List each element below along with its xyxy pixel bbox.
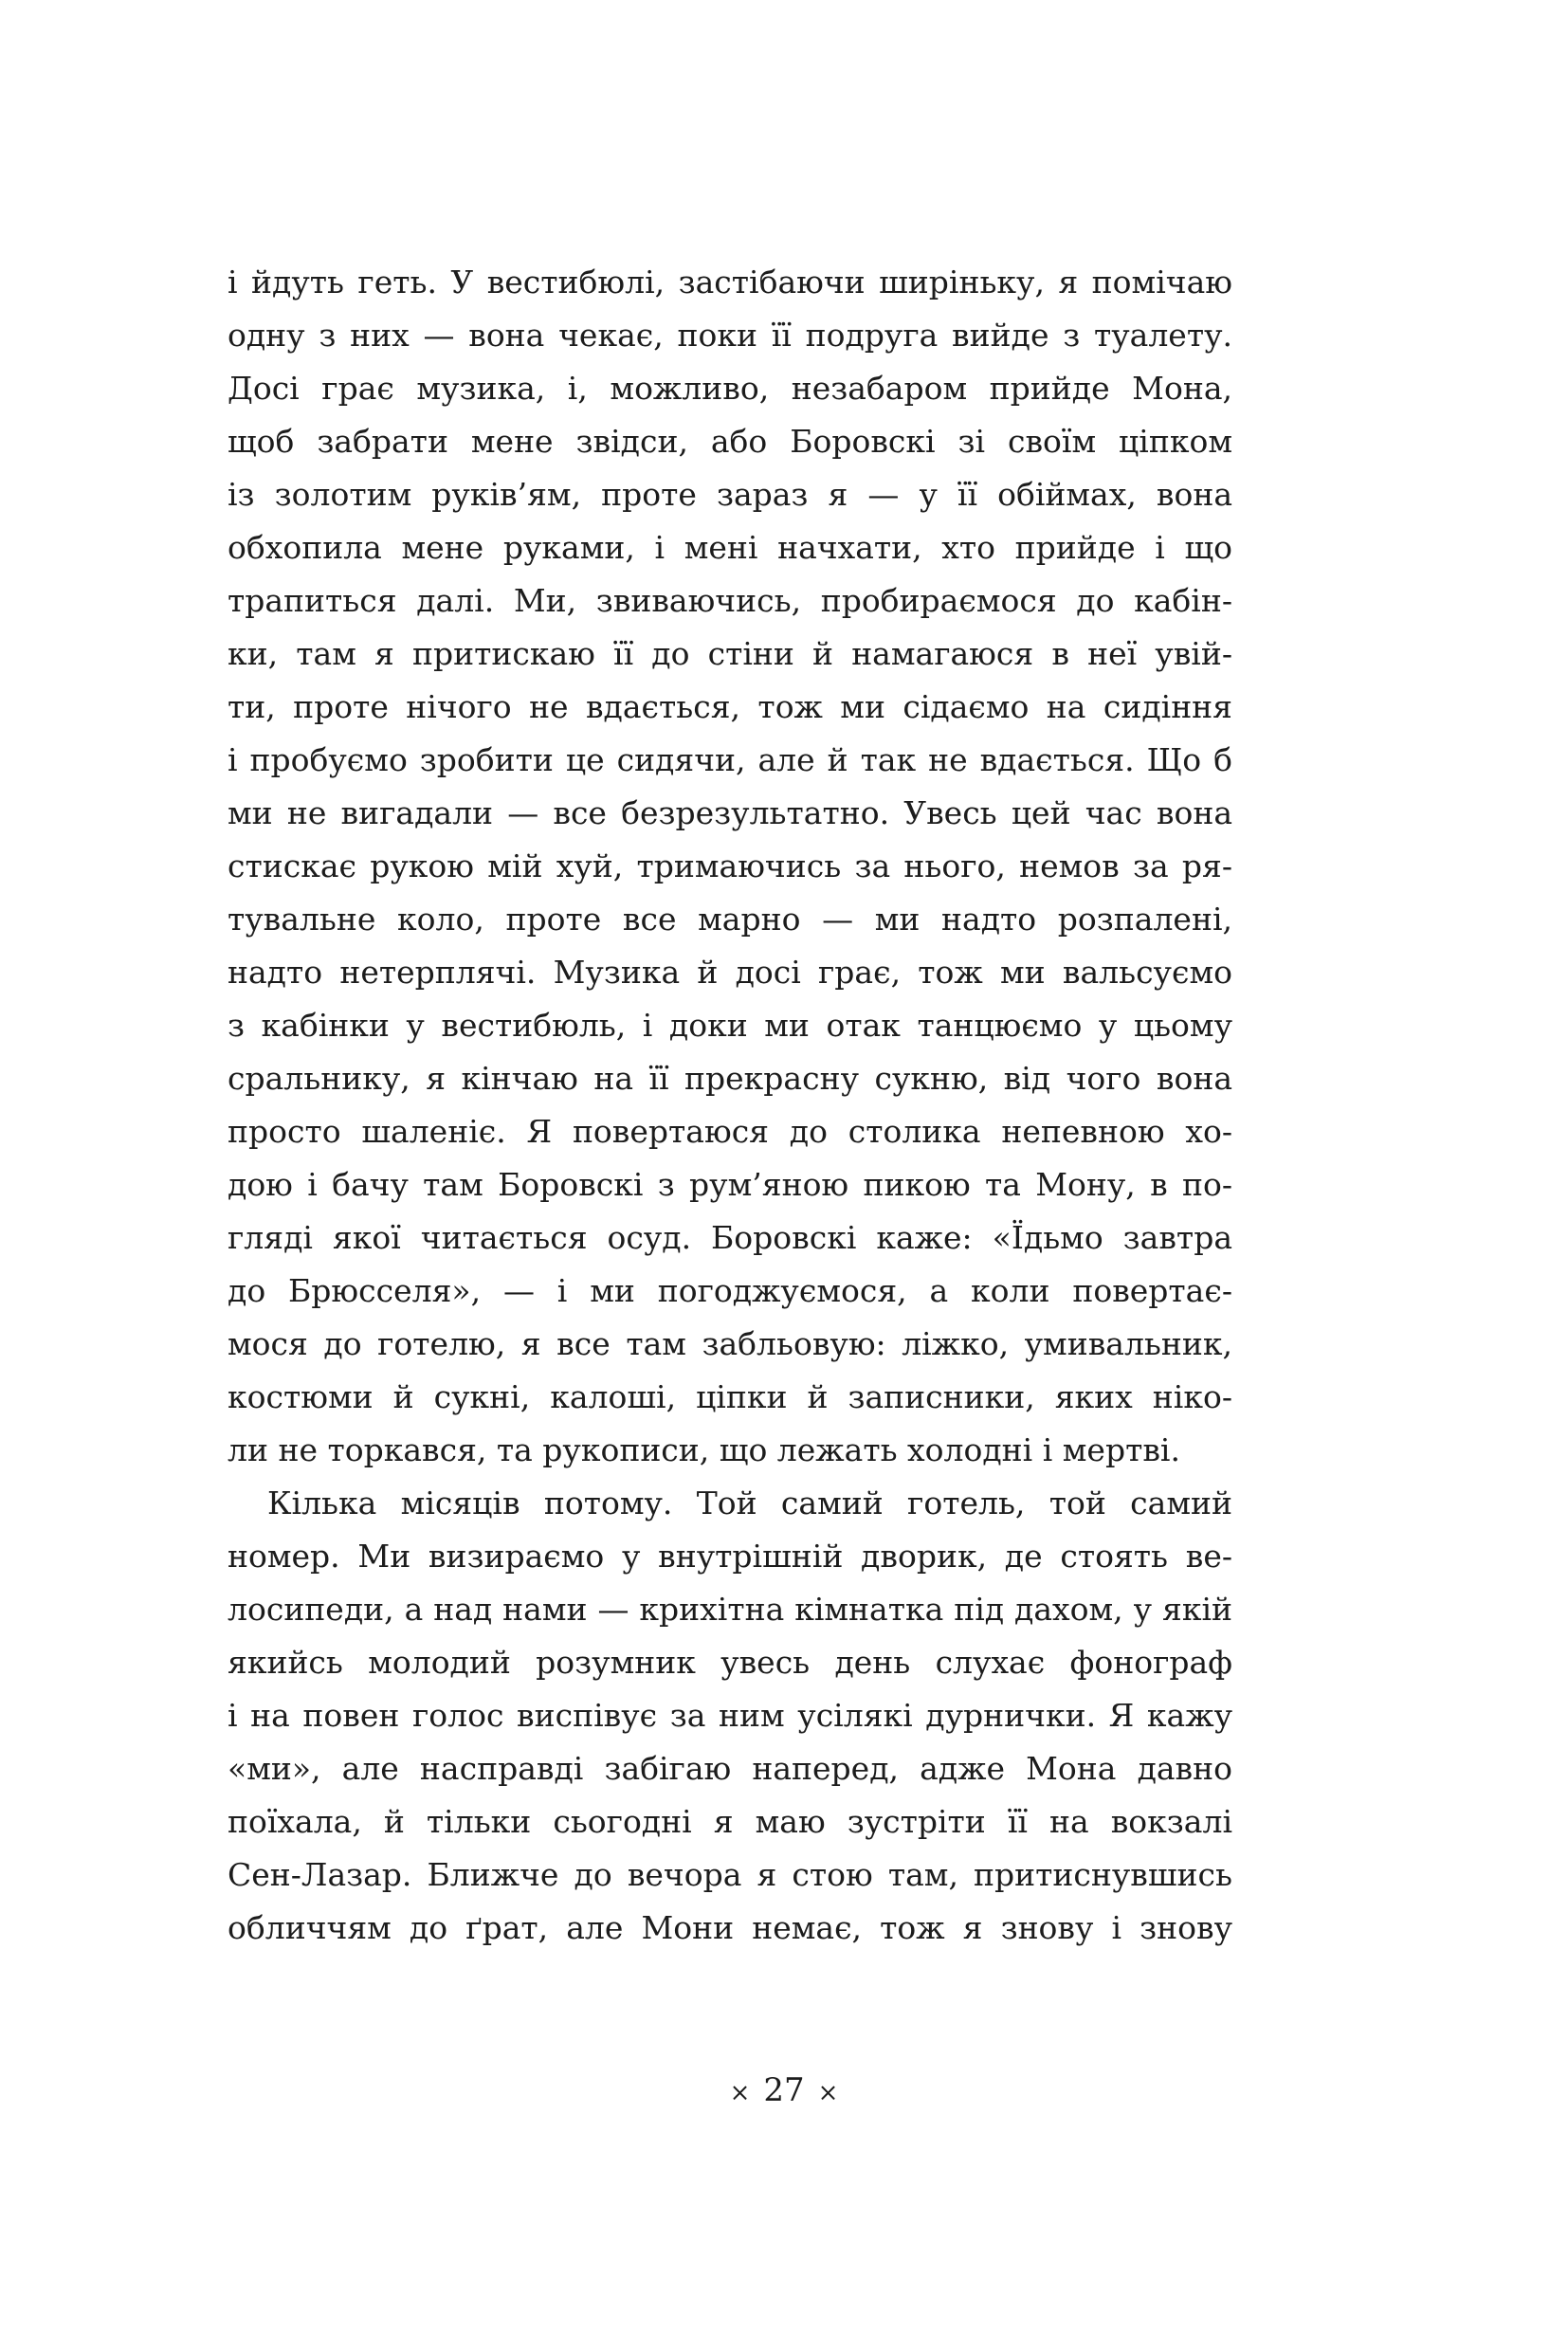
text-line: лосипеди, а над нами — крихітна кімнатка під дахом, у якій [228,1591,1232,1628]
text-line: обхопила мене руками, і мені начхати, хто прийде і що [228,529,1232,566]
text-line: і на повен голос виспівує за ним усілякі дурнички. Я кажу [228,1697,1232,1734]
text-line: якийсь молодий розумник увесь день слухає фонограф [228,1644,1232,1681]
text-line: обличчям до ґрат, але Мони немає, тож я знову і знову [228,1909,1232,1946]
text-line: з кабінки у вестибюль, і доки ми отак танцюємо у цьому [228,1007,1232,1044]
text-line: дою і бачу там Боровскі з рум’яною пикою та Мону, в по- [228,1166,1232,1203]
text-line: тувальне коло, проте все марно — ми надто розпалені, [228,901,1232,938]
text-line: Досі грає музика, і, можливо, незабаром прийде Мона, [228,370,1232,407]
text-line: надто нетерплячі. Музика й досі грає, тож ми вальсуємо [228,954,1232,991]
text-line: і йдуть геть. У вестибюлі, застібаючи ширіньку, я помічаю [228,264,1232,301]
text-line: номер. Ми визираємо у внутрішній дворик, де стоять ве- [228,1538,1232,1575]
text-line: сральнику, я кінчаю на її прекрасну сукню, від чого вона [228,1060,1232,1097]
page-footer [0,2071,1568,2109]
text-line: трапиться далі. Ми, звиваючись, пробираємося до кабін- [228,582,1232,619]
text-line: мося до готелю, я все там забльовую: ліжко, умивальник, [228,1325,1232,1362]
text-line: просто шаленіє. Я повертаюся до столика непевною хо- [228,1113,1232,1150]
body-text [228,256,1232,1955]
text-line: ки, там я притискаю її до стіни й намагаюся в неї увій- [228,635,1232,672]
text-line-paragraph-start: Кілька місяців потому. Той самий готель, той самий [267,1485,1232,1521]
text-line: щоб забрати мене звідси, або Боровскі зі своїм ціпком [228,423,1232,460]
text-line: ми не вигадали — все безрезультатно. Увесь цей час вона [228,794,1232,831]
text-line-paragraph-end: ли не торкався, та рукописи, що лежать холодні і мертві. [228,1431,1180,1468]
text-line: поїхала, й тільки сьогодні я маю зустріти її на вокзалі [228,1803,1232,1840]
text-line: і пробуємо зробити це сидячи, але й так не вдається. Що б [228,741,1232,778]
text-line: ти, проте нічого не вдається, тож ми сідаємо на сидіння [228,688,1232,725]
text-line: одну з них — вона чекає, поки її подруга вийде з туалету. [228,317,1232,354]
ornament-left-icon: × [729,2079,751,2107]
text-line: Сен-Лазар. Ближче до вечора я стою там, притиснувшись [228,1856,1232,1893]
text-line: стискає рукою мій хуй, тримаючись за нього, немов за ря- [228,847,1232,884]
text-line: костюми й сукні, калоші, ціпки й записники, яких ніко- [228,1378,1232,1415]
text-line: «ми», але насправді забігаю наперед, адже Мона давно [228,1750,1232,1787]
text-line: гляді якої читається осуд. Боровскі каже: «Їдьмо завтра [228,1219,1232,1256]
ornament-right-icon: × [817,2079,839,2107]
text-line: до Брюсселя», — і ми погоджуємося, а коли повертає- [228,1272,1232,1309]
page-number: 27 [763,2071,805,2109]
text-line: із золотим руків’ям, проте зараз я — у її обіймах, вона [228,476,1232,513]
